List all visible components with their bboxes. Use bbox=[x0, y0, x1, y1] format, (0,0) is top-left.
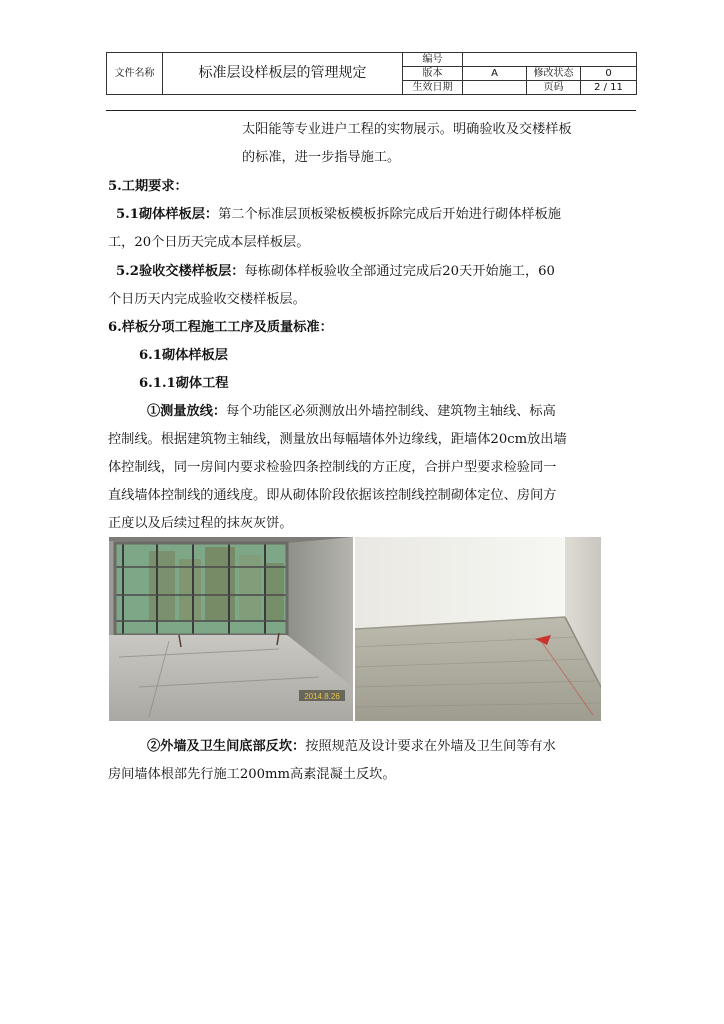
body-line: 工，20个日历天完成本层样板层。 bbox=[108, 235, 310, 250]
header-divider bbox=[106, 110, 636, 111]
doc-name-label: 文件名称 bbox=[107, 53, 163, 95]
item-1-line bbox=[147, 402, 556, 422]
page-label: 页码 bbox=[527, 81, 581, 95]
section-6-1-1-heading: 6.1.1砌体工程 bbox=[139, 376, 229, 391]
section-5-2-line bbox=[116, 262, 555, 282]
body-line: 太阳能等专业进户工程的实物展示。明确验收及交楼样板 bbox=[242, 122, 572, 137]
doc-title: 标准层设样板层的管理规定 bbox=[163, 53, 403, 95]
document-header-table bbox=[106, 52, 637, 95]
number-value bbox=[463, 53, 637, 67]
item-2-text: 按照规范及设计要求在外墙及卫生间等有水 bbox=[305, 739, 556, 754]
photo-wall-corner bbox=[355, 537, 601, 721]
body-line: 个日历天内完成验收交楼样板层。 bbox=[108, 292, 306, 307]
item-2-line bbox=[147, 737, 556, 757]
section-5-1-text: 第二个标准层顶板梁板模板拆除完成后开始进行砌体样板施 bbox=[218, 207, 561, 222]
section-5-2-label: 5.2验收交楼样板层： bbox=[116, 264, 245, 279]
number-label: 编号 bbox=[403, 53, 463, 67]
body-line: 直线墙体控制线的通线度。即从砌体阶段依据该控制线控制砌体定位、房间方 bbox=[108, 488, 557, 503]
revision-value: 0 bbox=[581, 67, 637, 81]
section-6-heading: 6.样板分项工程施工工序及质量标准： bbox=[108, 320, 333, 335]
section-5-2-text: 每栋砌体样板验收全部通过完成后20天开始施工，60 bbox=[244, 264, 555, 279]
version-label: 版本 bbox=[403, 67, 463, 81]
effective-date-value bbox=[463, 81, 527, 95]
body-line: 正度以及后续过程的抹灰灰饼。 bbox=[108, 516, 293, 531]
revision-label: 修改状态 bbox=[527, 67, 581, 81]
photo-date-stamp: 2014.8.26 bbox=[304, 692, 340, 701]
effective-date-label: 生效日期 bbox=[403, 81, 463, 95]
item-1-label: ①测量放线： bbox=[147, 404, 227, 419]
photo-masonry-interior bbox=[109, 537, 353, 721]
section-5-1-label: 5.1砌体样板层： bbox=[116, 207, 219, 222]
version-value: A bbox=[463, 67, 527, 81]
section-5-1-line bbox=[116, 205, 561, 225]
section-6-1-heading: 6.1砌体样板层 bbox=[139, 348, 228, 363]
body-line: 的标准，进一步指导施工。 bbox=[242, 150, 401, 165]
body-line: 控制线。根据建筑物主轴线，测量放出每幅墙体外边缘线，距墙体20cm放出墙 bbox=[108, 432, 567, 447]
body-line: 房间墙体根部先行施工200mm高素混凝土反坎。 bbox=[108, 767, 396, 782]
page-value: 2 / 11 bbox=[581, 81, 637, 95]
item-2-label: ②外墙及卫生间底部反坎： bbox=[147, 739, 306, 754]
body-line: 体控制线，同一房间内要求检验四条控制线的方正度，合拼户型要求检验同一 bbox=[108, 460, 557, 475]
section-5-heading: 5.工期要求： bbox=[108, 179, 188, 194]
item-1-text: 每个功能区必须测放出外墙控制线、建筑物主轴线、标高 bbox=[226, 404, 556, 419]
